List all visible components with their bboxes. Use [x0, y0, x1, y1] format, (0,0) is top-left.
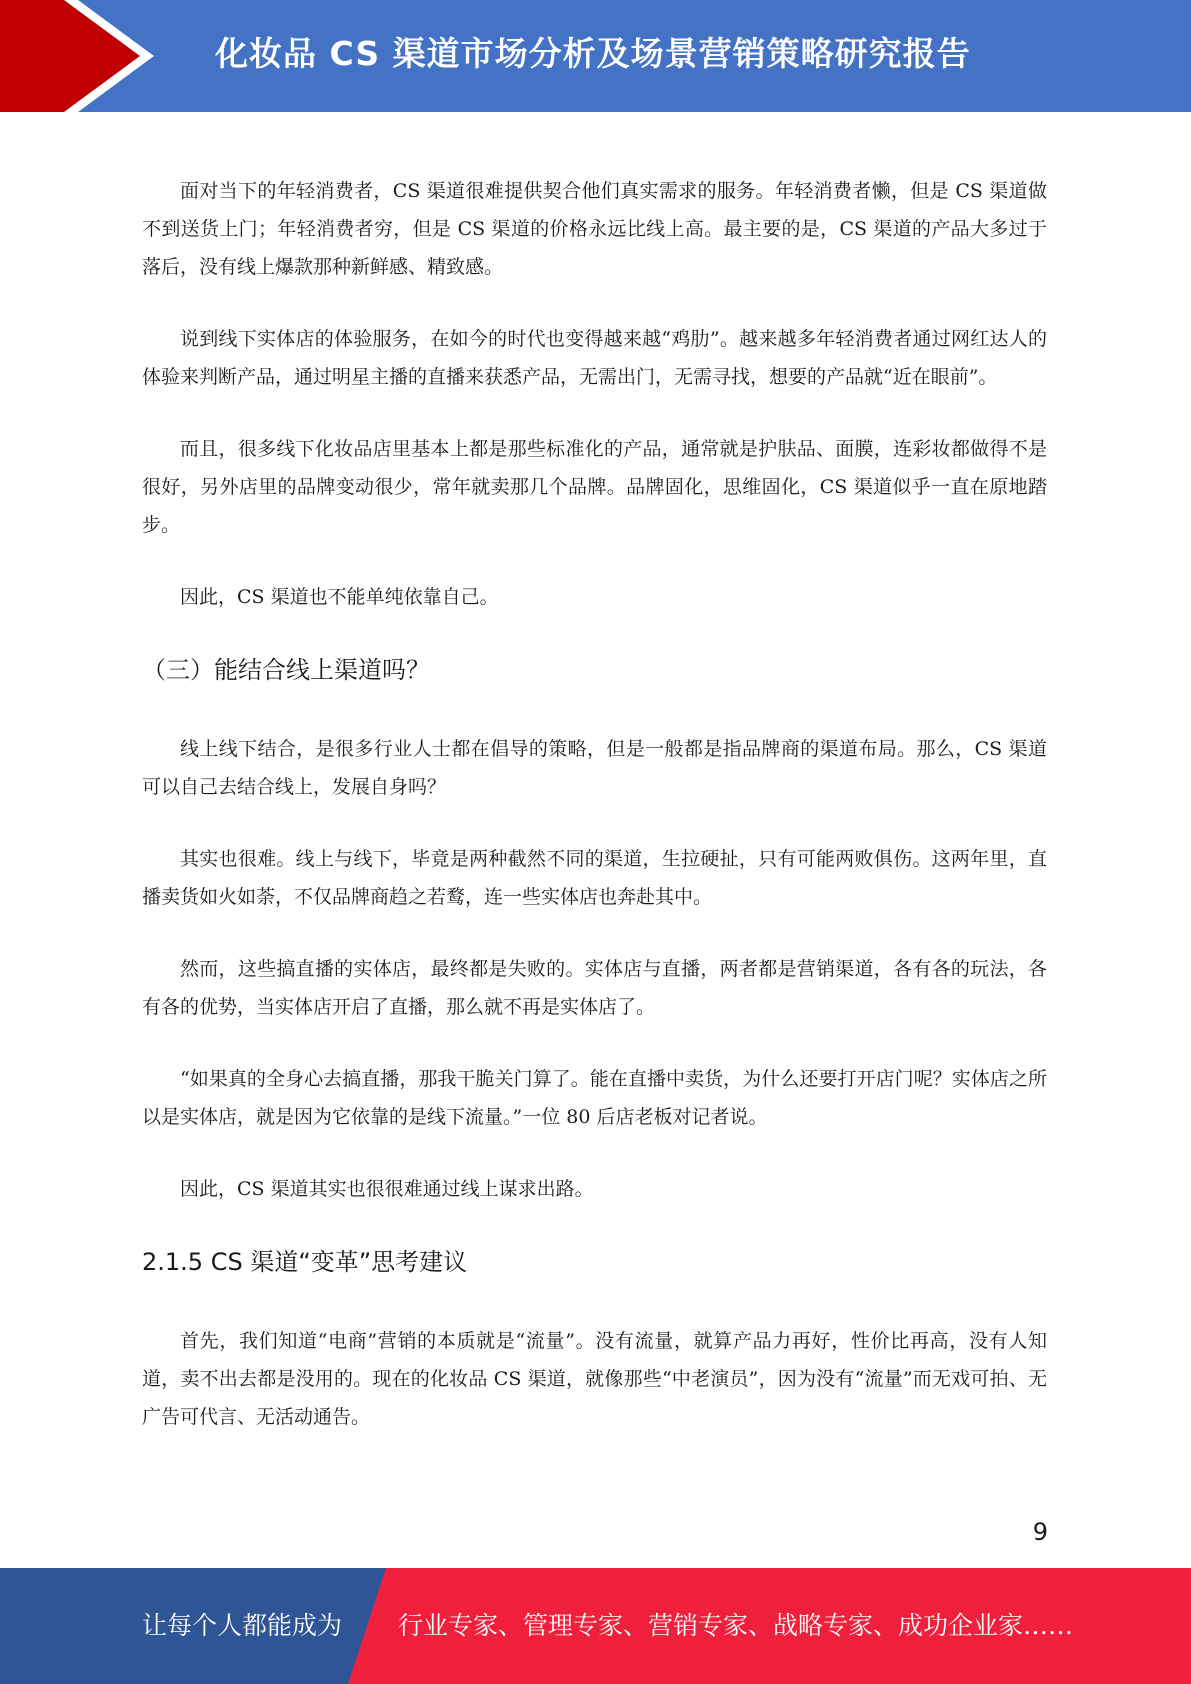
section-heading: 2.1.5 CS 渠道“变革”思考建议: [142, 1248, 468, 1276]
paragraph: 然而，这些搞直播的实体店，最终都是失败的。实体店与直播，两者都是营销渠道，各有各的玩法，各有各的优势，当实体店开启了直播，那么就不再是实体店了。: [142, 958, 1047, 1018]
report-title: 化妆品 CS 渠道市场分析及场景营销策略研究报告: [215, 34, 971, 73]
page-footer: [0, 1568, 1191, 1684]
paragraph: 因此，CS 渠道也不能单纯依靠自己。: [180, 586, 499, 608]
footer-slogan-left: 让每个人都能成为: [142, 1611, 343, 1640]
paragraph: 其实也很难。线上与线下，毕竟是两种截然不同的渠道，生拉硬扯，只有可能两败俱伤。这两年里，直播卖货如火如荼，不仅品牌商趋之若鹜，连一些实体店也奔赴其中。: [142, 848, 1047, 908]
section-heading: （三）能结合线上渠道吗？: [142, 656, 430, 684]
page-number: 9: [1032, 1518, 1048, 1546]
paragraph: 首先，我们知道“电商”营销的本质就是“流量”。没有流量，就算产品力再好，性价比再高，没有人知道，卖不出去都是没用的。现在的化妆品 CS 渠道，就像那些“中老演员”，因为没有“流量”而无戏可拍、无广告可代言、无活动通告。: [142, 1330, 1047, 1428]
paragraph: 说到线下实体店的体验服务，在如今的时代也变得越来越“鸡肋”。越来越多年轻消费者通过网红达人的体验来判断产品，通过明星主播的直播来获悉产品，无需出门，无需寻找，想要的产品就“近在眼前”。: [142, 328, 1047, 388]
paragraph: 线上线下结合，是很多行业人士都在倡导的策略，但是一般都是指品牌商的渠道布局。那么，CS 渠道可以自己去结合线上，发展自身吗？: [142, 738, 1047, 798]
header-arrow-icon: [0, 0, 160, 112]
paragraph: 因此，CS 渠道其实也很很难通过线上谋求出路。: [180, 1178, 594, 1200]
paragraph: 而且，很多线下化妆品店里基本上都是那些标准化的产品，通常就是护肤品、面膜，连彩妆都做得不是很好，另外店里的品牌变动很少，常年就卖那几个品牌。品牌固化，思维固化，CS 渠道似乎一直在原地踏步。: [142, 438, 1047, 536]
paragraph: 面对当下的年轻消费者，CS 渠道很难提供契合他们真实需求的服务。年轻消费者懒，但是 CS 渠道做不到送货上门；年轻消费者穷，但是 CS 渠道的价格永远比线上高。最主要的是，CS 渠道的产品大多过于落后，没有线上爆款那种新鲜感、精致感。: [142, 180, 1047, 278]
paragraph: “如果真的全身心去搞直播，那我干脆关门算了。能在直播中卖货，为什么还要打开店门呢？实体店之所以是实体店，就是因为它依靠的是线下流量。”一位 80 后店老板对记者说。: [142, 1068, 1047, 1128]
page-header: [0, 0, 1191, 112]
document-body: [142, 172, 1047, 1436]
footer-slogan-right: 行业专家、管理专家、营销专家、战略专家、成功企业家……: [398, 1611, 1074, 1640]
